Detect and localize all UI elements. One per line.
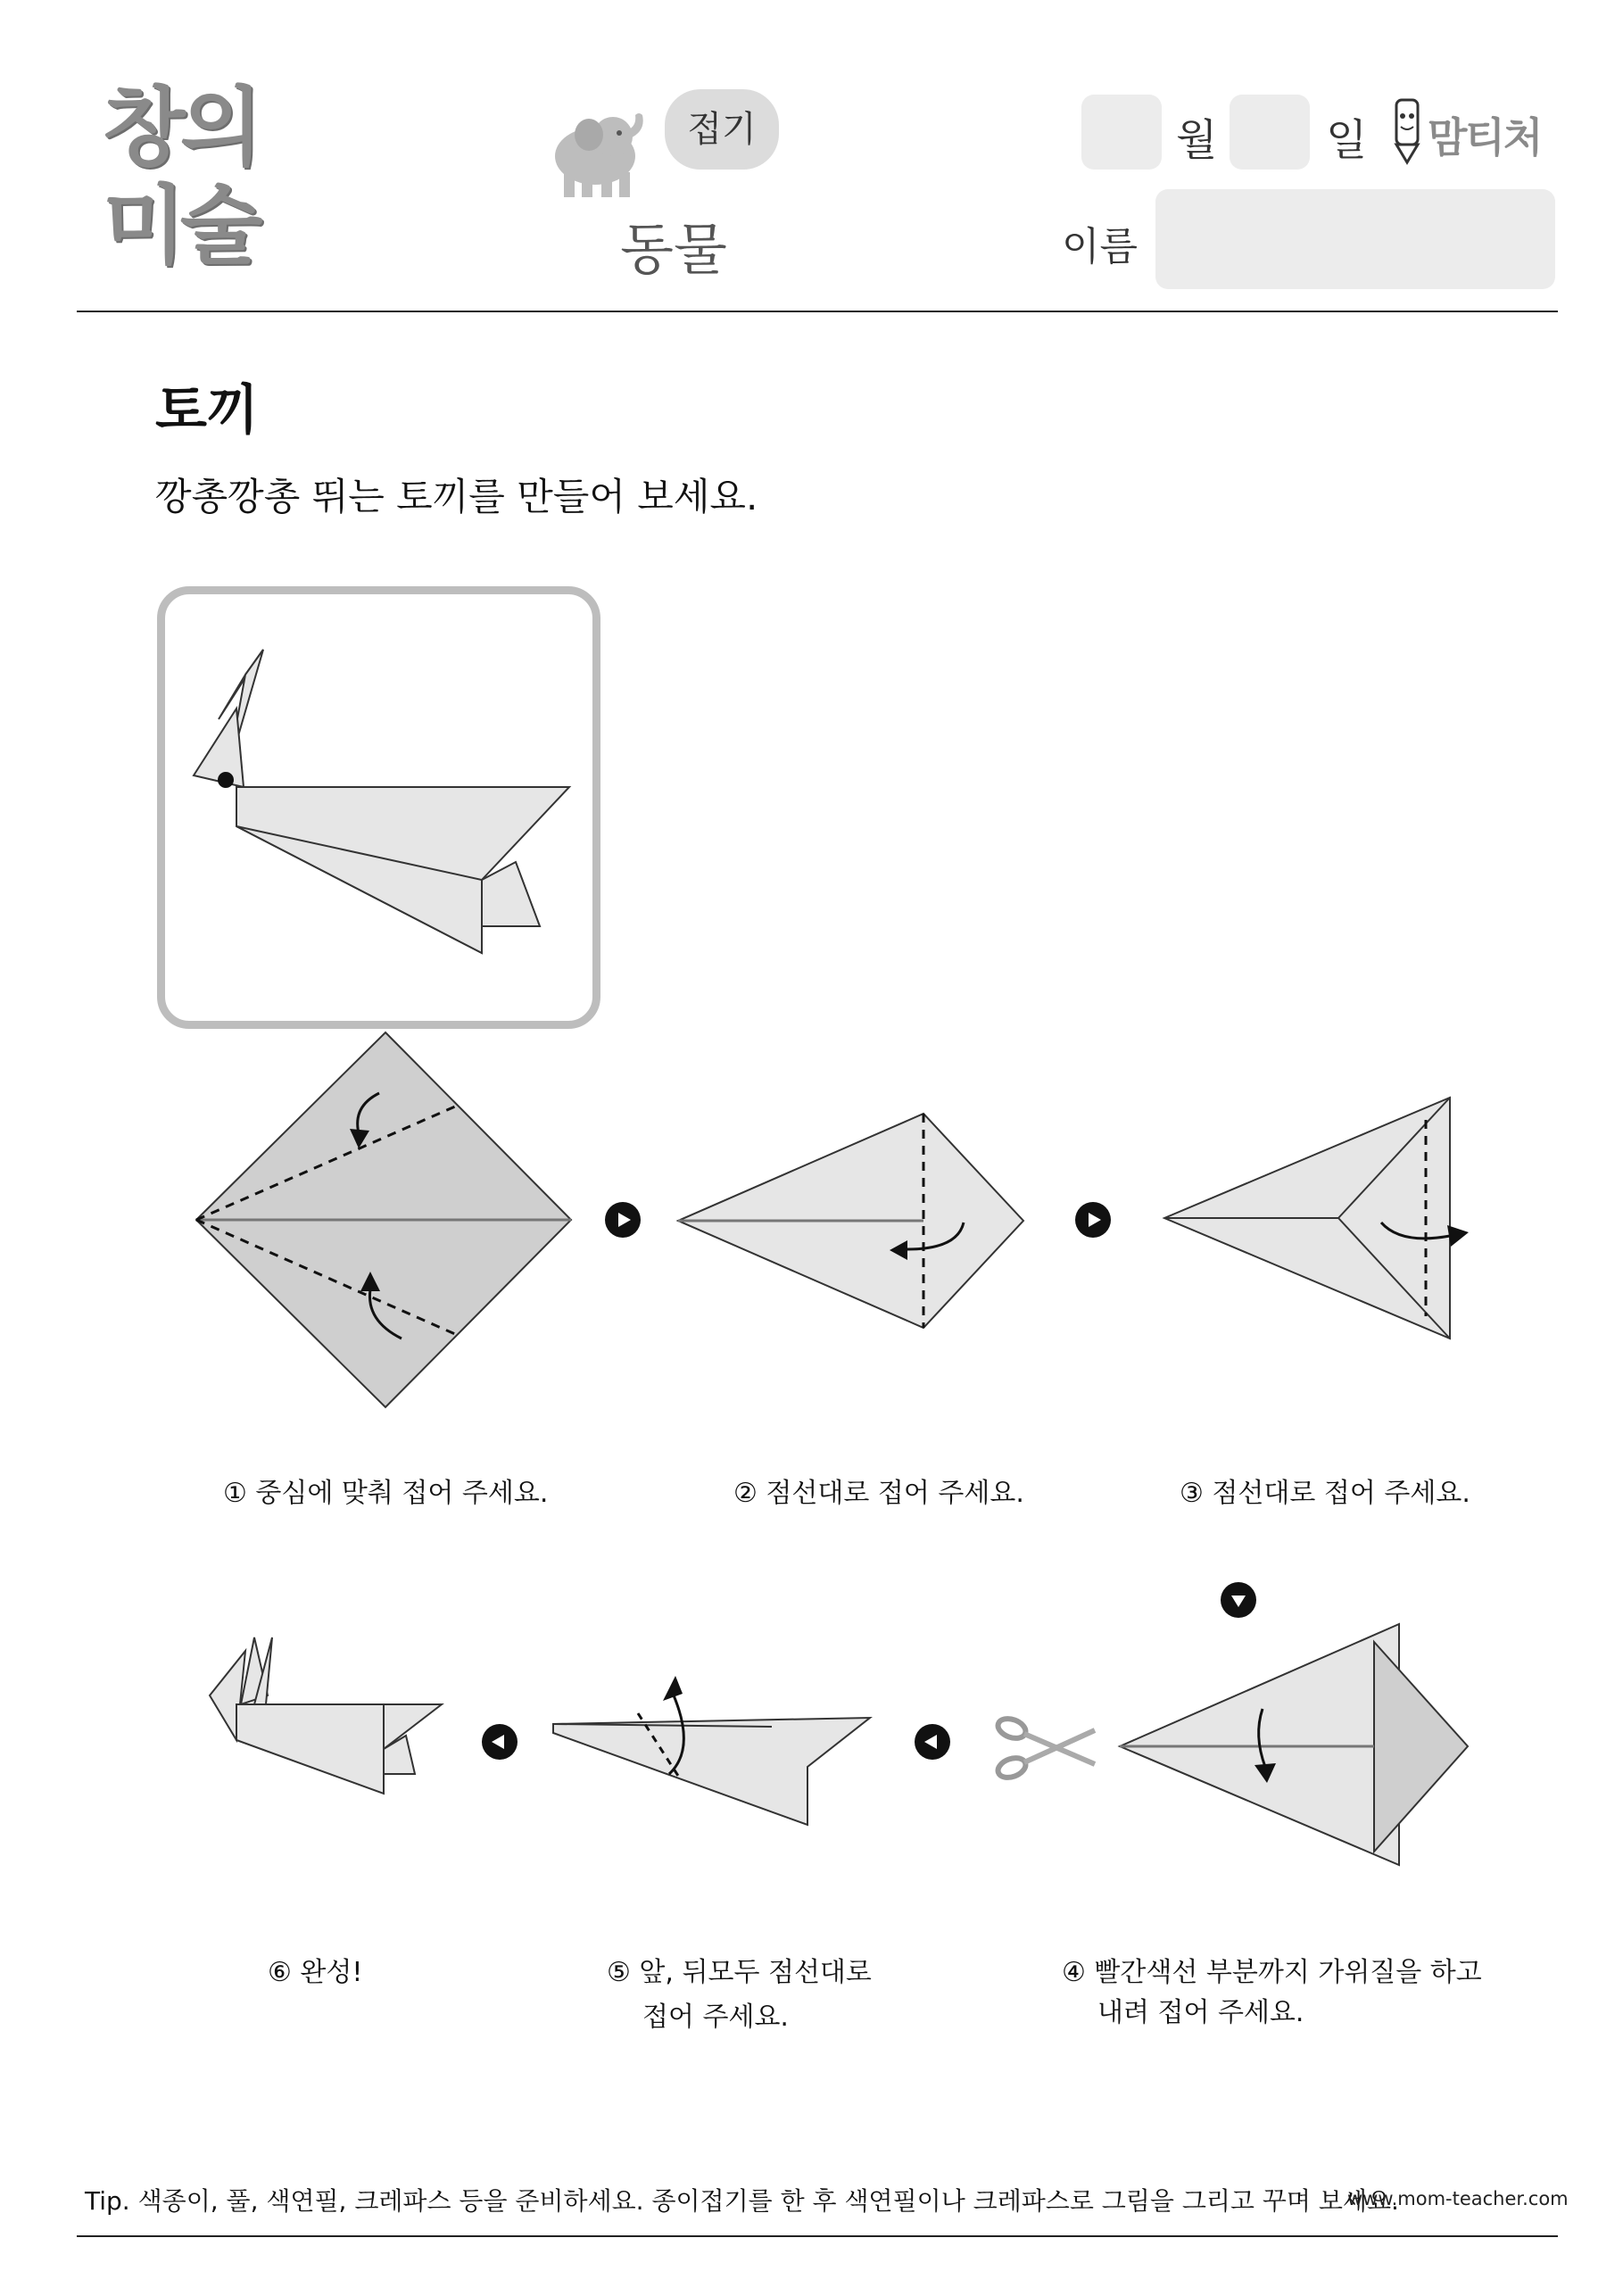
tip-text: Tip. 색종이, 풀, 색연필, 크레파스 등을 준비하세요. 종이접기를 한 후 색연필이나 크레파스로 그림을 그리고 꾸며 보세요. bbox=[85, 2186, 1399, 2216]
step-5-diagram bbox=[549, 1669, 883, 1829]
step-1-diagram bbox=[187, 1031, 580, 1414]
finished-rabbit-preview bbox=[157, 586, 600, 1029]
step-2-diagram bbox=[674, 1107, 1031, 1330]
month-field[interactable] bbox=[1081, 95, 1162, 170]
step-5-caption-line-2: 접어 주세요. bbox=[642, 2002, 789, 2033]
logo bbox=[103, 78, 281, 299]
footer-divider bbox=[77, 2235, 1558, 2237]
finished-rabbit-illustration bbox=[165, 594, 592, 1021]
step-1-caption: ① 중심에 맞춰 접어 주세요. bbox=[223, 1478, 549, 1509]
step-6-caption: ⑥ 완성! bbox=[268, 1957, 363, 1988]
step-4-diagram bbox=[1106, 1615, 1472, 1874]
step-2-caption: ② 점선대로 접어 주세요. bbox=[733, 1478, 1024, 1509]
name-field[interactable] bbox=[1155, 189, 1555, 289]
day-label: 일 bbox=[1326, 115, 1368, 165]
step-4-caption-line-2: 내려 접어 주세요. bbox=[1097, 1997, 1304, 2028]
prev-arrow-icon bbox=[482, 1724, 518, 1760]
elephant-icon bbox=[546, 103, 653, 201]
category-title: 동물 bbox=[620, 217, 727, 282]
page-subtitle: 깡총깡총 뛰는 토끼를 만들어 보세요. bbox=[155, 475, 758, 518]
logo-line-2: 미술 bbox=[103, 176, 258, 276]
logo-line-1: 창의 bbox=[103, 78, 258, 178]
brand-text: 맘티처 bbox=[1428, 113, 1542, 162]
down-arrow-icon bbox=[1221, 1582, 1256, 1618]
next-arrow-icon bbox=[1075, 1202, 1111, 1238]
header-divider bbox=[77, 311, 1558, 312]
name-label: 이름 bbox=[1062, 224, 1139, 269]
pencil-mascot-icon bbox=[1387, 96, 1427, 166]
prev-arrow-icon bbox=[915, 1724, 950, 1760]
day-field[interactable] bbox=[1230, 95, 1310, 170]
page-title: 토끼 bbox=[155, 379, 259, 442]
step-5-caption-line-1: ⑤ 앞, 뒤모두 점선대로 bbox=[607, 1957, 872, 1988]
scissors-icon bbox=[992, 1709, 1099, 1789]
month-label: 월 bbox=[1176, 115, 1218, 165]
next-arrow-icon bbox=[605, 1202, 641, 1238]
category-badge: 접기 bbox=[665, 89, 779, 170]
step-6-diagram bbox=[205, 1615, 446, 1803]
site-url[interactable]: www.mom-teacher.com bbox=[1347, 2188, 1569, 2209]
step-3-caption: ③ 점선대로 접어 주세요. bbox=[1180, 1478, 1470, 1509]
step-4-caption-line-1: ④ 빨간색선 부분까지 가위질을 하고 bbox=[1062, 1957, 1482, 1988]
step-3-diagram bbox=[1160, 1093, 1481, 1343]
